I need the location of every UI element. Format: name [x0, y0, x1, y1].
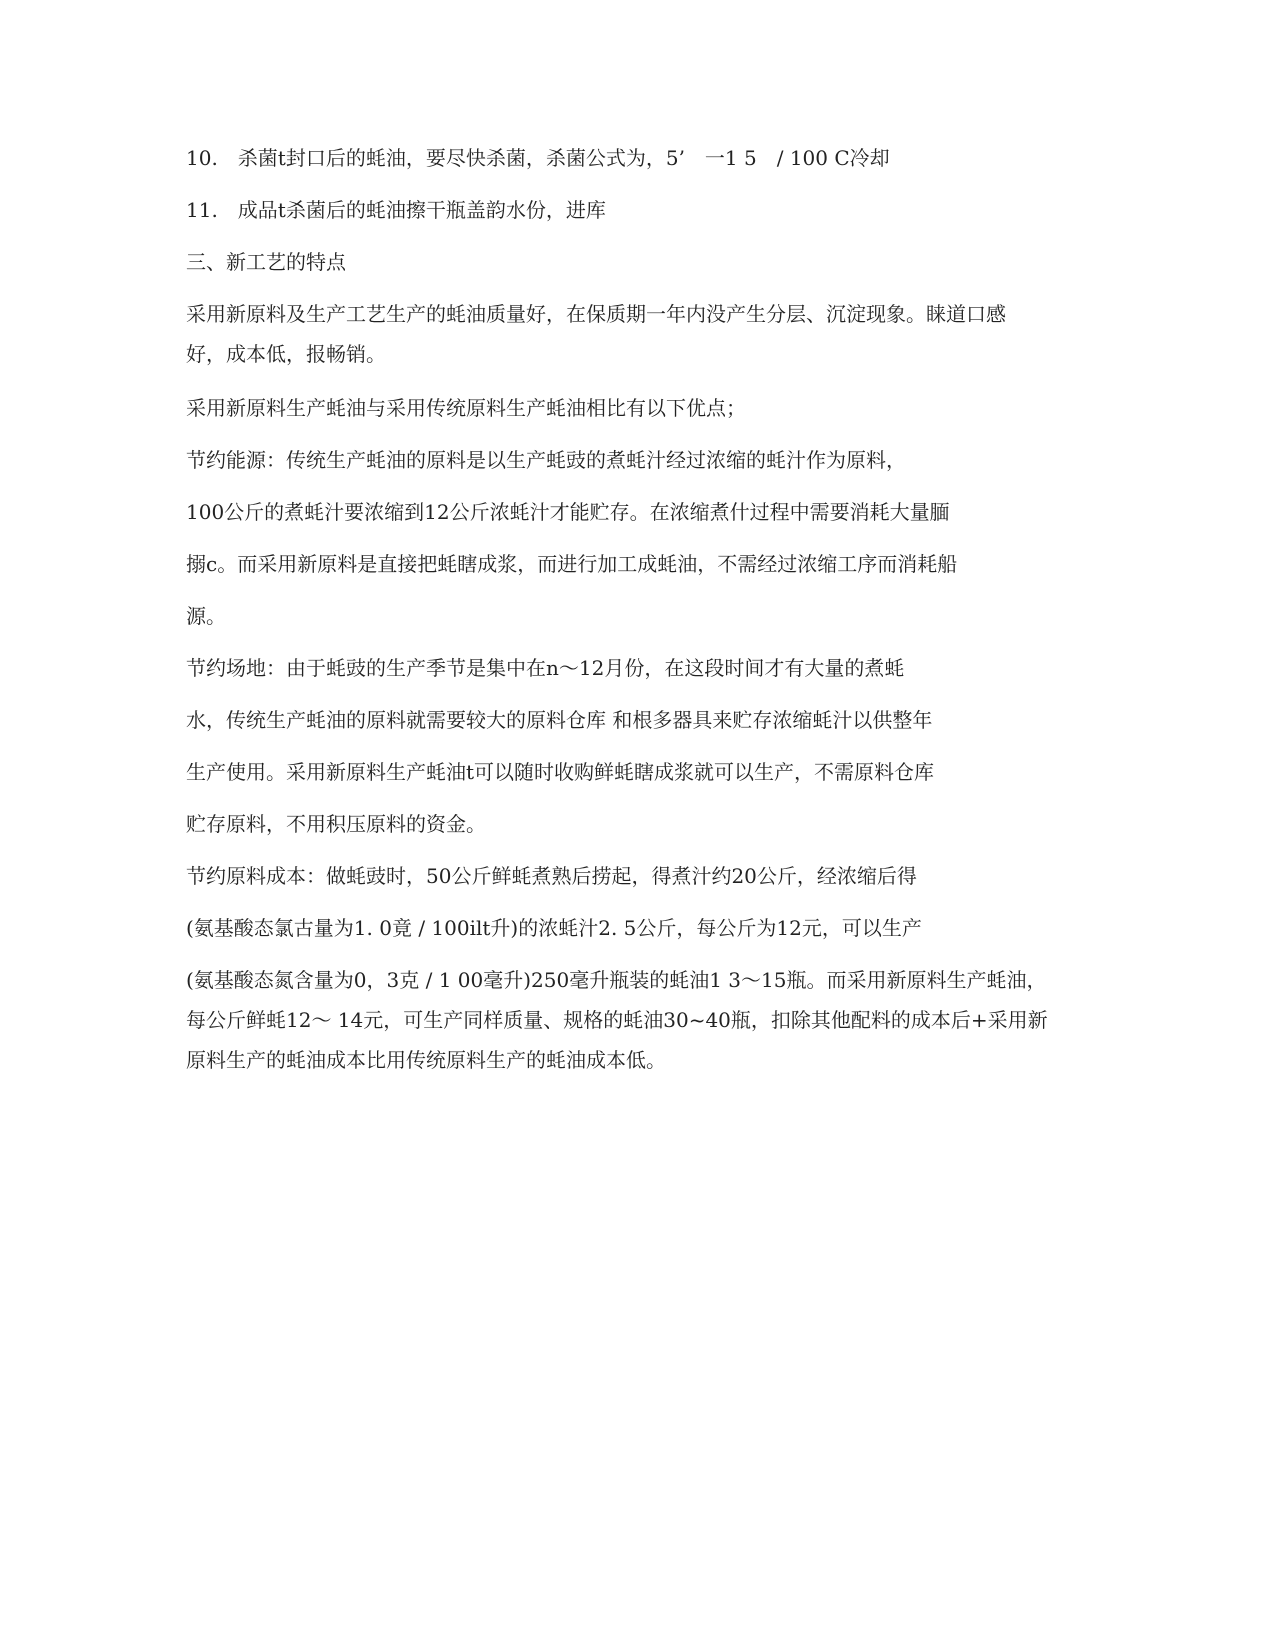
paragraph-space-line-2: 水，传统生产蚝油的原料就需要较大的原料仓库 和根多器具来贮存浓缩蚝汁以供整年 [186, 708, 933, 732]
paragraph-energy-line-2: 100公斤的煮蚝汁要浓缩到12公斤浓蚝汁才能贮存。在浓缩煮什过程中需要消耗大量腼 [186, 500, 950, 524]
paragraph-cost-line-5: 原料生产的蚝油成本比用传统原料生产的蚝油成本低。 [186, 1048, 666, 1072]
paragraph-energy-line-4: 源。 [186, 604, 226, 628]
paragraph-quality-line-2: 好，成本低，报畅销。 [186, 342, 386, 366]
paragraph-space-line-1: 节约场地：由于蚝豉的生产季节是集中在n～12月份，在这段时间才有大量的煮蚝 [186, 656, 905, 680]
paragraph-space-line-4: 贮存原料，不用积压原料的资金。 [186, 812, 486, 836]
paragraph-cost-line-2: (氨基酸态氯古量为1. 0竟 / 100ilt升)的浓蚝汁2. 5公斤，每公斤为12元，可以生产 [186, 916, 922, 940]
paragraph-cost-line-3: (氨基酸态氮含量为0，3克 / 1 00毫升)250毫升瓶装的蚝油1 3～15瓶。而采用新原料生产蚝油， [186, 968, 1047, 992]
paragraph-cost-line-1: 节约原料成本：做蚝豉时，50公斤鲜蚝煮熟后捞起，得煮汁约20公斤，经浓缩后得 [186, 864, 917, 888]
step-11-finished-product: 11. 成品t杀菌后的蚝油擦干瓶盖韵水份，进库 [186, 198, 606, 222]
step-10-sterilization: 10. 杀菌t封口后的蚝油，要尽快杀菌，杀菌公式为，5’ 一1 5 / 100 C冷却 [186, 146, 890, 170]
paragraph-cost-line-4: 每公斤鲜蚝12～ 14元，可生产同样质量、规格的蚝油30~40瓶，扣除其他配料的成本后+采用新 [186, 1008, 1048, 1032]
paragraph-space-line-3: 生产使用。采用新原料生产蚝油t可以随时收购鲜蚝瞎成浆就可以生产，不需原料仓库 [186, 760, 935, 784]
paragraph-quality-line-1: 采用新原料及生产工艺生产的蚝油质量好，在保质期一年内没产生分层、沉淀现象。睐道口感 [186, 302, 1006, 326]
paragraph-advantages-intro: 采用新原料生产蚝油与采用传统原料生产蚝油相比有以下优点； [186, 396, 746, 420]
section-heading-new-process: 三、新工艺的特点 [186, 250, 346, 274]
paragraph-energy-line-1: 节约能源：传统生产蚝油的原料是以生产蚝豉的煮蚝汁经过浓缩的蚝汁作为原料， [186, 448, 906, 472]
paragraph-energy-line-3: 搦c。而采用新原料是直接把蚝瞎成浆，而进行加工成蚝油，不需经过浓缩工序而消耗船 [186, 552, 958, 576]
